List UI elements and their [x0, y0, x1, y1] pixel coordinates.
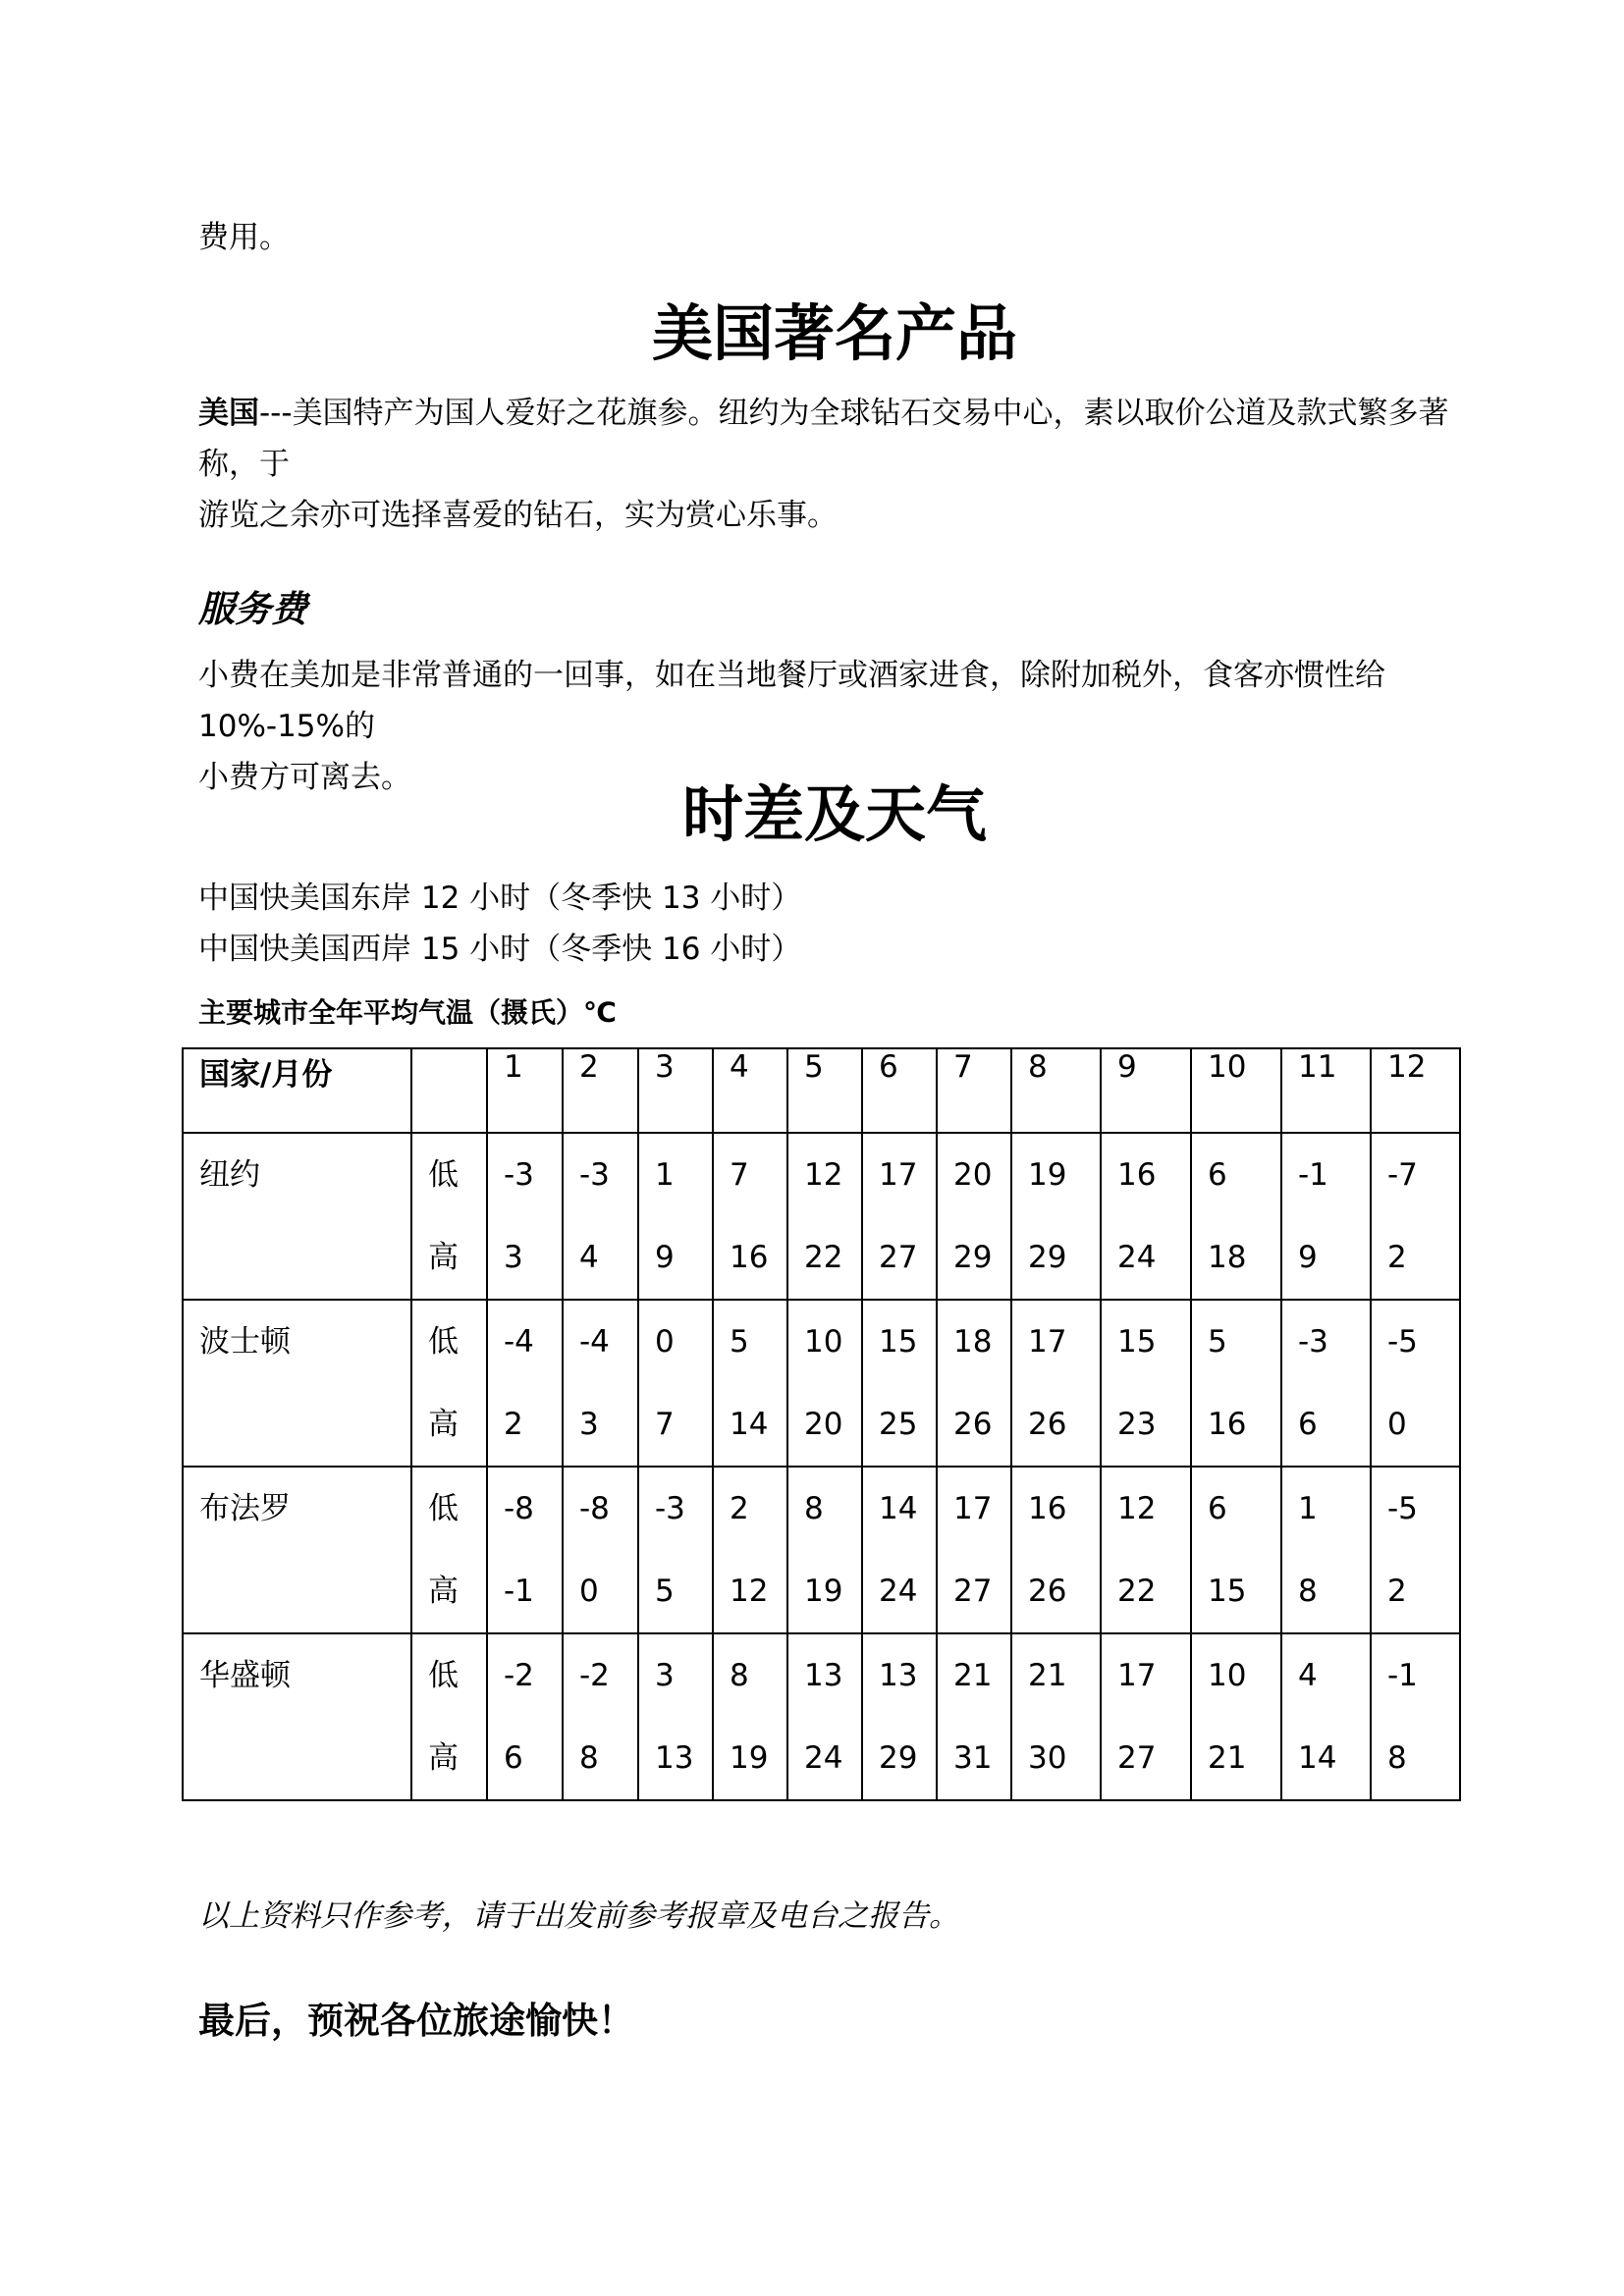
month-label: 6	[879, 1049, 898, 1085]
month-label: 3	[655, 1049, 675, 1085]
table-row	[183, 1133, 1460, 1300]
high-value: 6	[504, 1740, 523, 1776]
low-value: 7	[730, 1157, 749, 1193]
low-value: 5	[730, 1324, 749, 1360]
temperature-cell	[862, 1300, 937, 1467]
high-value: -1	[504, 1574, 534, 1609]
products-line-2: 游览之余亦可选择喜爱的钻石，实为赏心乐事。	[198, 498, 838, 533]
low-value: -4	[579, 1324, 610, 1360]
low-high-label-cell	[411, 1467, 487, 1633]
temperature-cell	[937, 1633, 1011, 1800]
city-name: 华盛顿	[199, 1658, 291, 1693]
products-label: 美国	[198, 396, 259, 431]
products-dashes: ---	[259, 396, 293, 431]
service-line-2: 小费方可离去。	[198, 760, 411, 795]
month-cell	[862, 1048, 937, 1133]
high-value: 26	[1028, 1574, 1067, 1609]
low-label: 低	[428, 1324, 459, 1360]
table-row	[183, 1300, 1460, 1467]
high-value: 5	[655, 1574, 675, 1609]
month-cell	[713, 1048, 787, 1133]
service-heading: 服务费	[198, 588, 307, 630]
high-value: 14	[730, 1407, 769, 1442]
time-diff-east: 中国快美国东岸 12 小时（冬季快 13 小时）	[198, 881, 802, 916]
high-value: 29	[1028, 1240, 1067, 1275]
city-cell	[183, 1300, 411, 1467]
low-value: 0	[655, 1324, 675, 1360]
month-cell	[563, 1048, 638, 1133]
table-header-row	[183, 1048, 1460, 1133]
temperature-cell	[487, 1467, 563, 1633]
low-label: 低	[428, 1658, 459, 1693]
high-value: 22	[804, 1240, 843, 1275]
high-value: 3	[579, 1407, 599, 1442]
high-value: 19	[730, 1740, 769, 1776]
high-value: 18	[1208, 1240, 1247, 1275]
low-high-label-cell	[411, 1133, 487, 1300]
high-value: 31	[953, 1740, 993, 1776]
temperature-cell	[787, 1467, 862, 1633]
low-value: 10	[804, 1324, 843, 1360]
high-value: 16	[730, 1240, 769, 1275]
table-row	[183, 1467, 1460, 1633]
temperature-cell	[563, 1633, 638, 1800]
temperature-cell	[1011, 1133, 1101, 1300]
low-value: -1	[1387, 1658, 1418, 1693]
disclaimer: 以上资料只作参考，请于出发前参考报章及电台之报告。	[198, 1898, 959, 1934]
month-cell	[937, 1048, 1011, 1133]
city-cell	[183, 1467, 411, 1633]
temperature-cell	[563, 1300, 638, 1467]
low-value: -8	[579, 1491, 610, 1526]
low-value: -8	[504, 1491, 534, 1526]
month-label: 10	[1208, 1049, 1247, 1085]
high-value: 2	[1387, 1240, 1407, 1275]
city-name: 纽约	[199, 1157, 260, 1193]
time-diff-west: 中国快美国西岸 15 小时（冬季快 16 小时）	[198, 932, 802, 967]
closing-message: 最后，预祝各位旅途愉快！	[198, 2000, 634, 2042]
low-value: 3	[655, 1658, 675, 1693]
high-value: 0	[579, 1574, 599, 1609]
high-value: 12	[730, 1574, 769, 1609]
low-label: 低	[428, 1491, 459, 1526]
low-value: 8	[804, 1491, 824, 1526]
high-label: 高	[428, 1740, 459, 1776]
temperature-cell	[638, 1633, 713, 1800]
high-value: 8	[1298, 1574, 1318, 1609]
temperature-cell	[487, 1300, 563, 1467]
high-value: 14	[1298, 1740, 1337, 1776]
high-value: 23	[1117, 1407, 1157, 1442]
high-value: 4	[579, 1240, 599, 1275]
low-value: 16	[1117, 1157, 1157, 1193]
low-value: 6	[1208, 1491, 1227, 1526]
city-name: 波士顿	[199, 1324, 291, 1360]
high-value: 22	[1117, 1574, 1157, 1609]
month-cell	[1371, 1048, 1460, 1133]
month-label: 2	[579, 1049, 599, 1085]
month-label: 7	[953, 1049, 973, 1085]
temperature-cell	[713, 1467, 787, 1633]
products-paragraph	[198, 388, 1475, 541]
header-label: 国家/月份	[199, 1057, 333, 1093]
high-value: 24	[879, 1574, 918, 1609]
month-label: 4	[730, 1049, 749, 1085]
high-value: 24	[804, 1740, 843, 1776]
high-value: 2	[504, 1407, 523, 1442]
temperature-cell	[1011, 1633, 1101, 1800]
high-value: 29	[953, 1240, 993, 1275]
low-value: 10	[1208, 1658, 1247, 1693]
low-value: 1	[1298, 1491, 1318, 1526]
table-row	[183, 1633, 1460, 1800]
high-value: 27	[953, 1574, 993, 1609]
low-value: 5	[1208, 1324, 1227, 1360]
high-value: 2	[1387, 1574, 1407, 1609]
temperature-cell	[862, 1133, 937, 1300]
high-value: 21	[1208, 1740, 1247, 1776]
month-cell	[487, 1048, 563, 1133]
month-cell	[1281, 1048, 1371, 1133]
products-text-1: 美国特产为国人爱好之花旗参。纽约为全球钻石交易中心，素以取价公道及款式繁多著称，于	[198, 396, 1449, 482]
low-value: -3	[655, 1491, 685, 1526]
low-value: 17	[1117, 1658, 1157, 1693]
temperature-cell	[937, 1300, 1011, 1467]
low-value: 14	[879, 1491, 918, 1526]
header-label-cell	[183, 1048, 411, 1133]
temperature-cell	[1281, 1133, 1371, 1300]
low-value: -3	[579, 1157, 610, 1193]
temperature-cell	[1371, 1467, 1460, 1633]
low-value: 12	[1117, 1491, 1157, 1526]
month-cell	[1191, 1048, 1281, 1133]
temperature-cell	[1281, 1467, 1371, 1633]
low-value: 21	[1028, 1658, 1067, 1693]
temperature-cell	[862, 1633, 937, 1800]
temperature-cell	[1101, 1133, 1191, 1300]
low-value: -2	[504, 1658, 534, 1693]
temperature-cell	[487, 1633, 563, 1800]
temperature-cell	[862, 1467, 937, 1633]
low-value: 18	[953, 1324, 993, 1360]
temperature-cell	[787, 1133, 862, 1300]
low-value: 21	[953, 1658, 993, 1693]
low-value: 1	[655, 1157, 675, 1193]
high-value: 13	[655, 1740, 694, 1776]
high-value: 19	[804, 1574, 843, 1609]
low-value: 15	[1117, 1324, 1157, 1360]
high-value: 26	[1028, 1407, 1067, 1442]
high-value: 3	[504, 1240, 523, 1275]
high-value: 8	[579, 1740, 599, 1776]
high-value: 9	[655, 1240, 675, 1275]
high-value: 15	[1208, 1574, 1247, 1609]
temperature-cell	[1011, 1300, 1101, 1467]
month-label: 1	[504, 1049, 523, 1085]
low-value: -1	[1298, 1157, 1328, 1193]
month-label: 5	[804, 1049, 824, 1085]
temperature-cell	[1281, 1633, 1371, 1800]
low-value: -2	[579, 1658, 610, 1693]
temperature-cell	[1191, 1633, 1281, 1800]
low-value: 16	[1028, 1491, 1067, 1526]
products-heading: 美国著名产品	[651, 297, 1017, 369]
low-value: -3	[1298, 1324, 1328, 1360]
low-value: -3	[504, 1157, 534, 1193]
low-value: 17	[1028, 1324, 1067, 1360]
high-value: 0	[1387, 1407, 1407, 1442]
high-value: 30	[1028, 1740, 1067, 1776]
month-label: 12	[1387, 1049, 1427, 1085]
temperature-cell	[563, 1467, 638, 1633]
time-weather-heading: 时差及天气	[681, 778, 987, 850]
low-value: -4	[504, 1324, 534, 1360]
high-value: 6	[1298, 1407, 1318, 1442]
low-value: 2	[730, 1491, 749, 1526]
low-value: 17	[879, 1157, 918, 1193]
low-value: 6	[1208, 1157, 1227, 1193]
city-cell	[183, 1633, 411, 1800]
temperature-cell	[1371, 1133, 1460, 1300]
temperature-cell	[638, 1467, 713, 1633]
low-value: 8	[730, 1658, 749, 1693]
temperature-table-title: 主要城市全年平均气温（摄氏）℃	[198, 996, 617, 1029]
city-cell	[183, 1133, 411, 1300]
temperature-cell	[787, 1300, 862, 1467]
temperature-cell	[638, 1133, 713, 1300]
low-label: 低	[428, 1157, 459, 1193]
month-label: 8	[1028, 1049, 1048, 1085]
temperature-cell	[713, 1133, 787, 1300]
high-label: 高	[428, 1407, 459, 1442]
temperature-cell	[1101, 1467, 1191, 1633]
low-value: -5	[1387, 1491, 1418, 1526]
low-value: 20	[953, 1157, 993, 1193]
high-value: 26	[953, 1407, 993, 1442]
temperature-cell	[937, 1133, 1011, 1300]
city-name: 布法罗	[199, 1491, 291, 1526]
temperature-cell	[1191, 1300, 1281, 1467]
intro-fragment: 费用。	[198, 220, 290, 255]
temperature-cell	[787, 1633, 862, 1800]
temperature-cell	[1281, 1300, 1371, 1467]
low-value: 13	[804, 1658, 843, 1693]
temperature-cell	[638, 1300, 713, 1467]
month-cell	[638, 1048, 713, 1133]
temperature-cell	[1191, 1133, 1281, 1300]
low-high-label-cell	[411, 1633, 487, 1800]
high-value: 24	[1117, 1240, 1157, 1275]
high-value: 8	[1387, 1740, 1407, 1776]
temperature-cell	[1191, 1467, 1281, 1633]
temperature-cell	[1101, 1300, 1191, 1467]
service-line-1: 小费在美加是非常普通的一回事，如在当地餐厅或酒家进食，除附加税外，食客亦惯性给 10%-15%的	[198, 658, 1385, 744]
temperature-cell	[487, 1133, 563, 1300]
temperature-cell	[1011, 1467, 1101, 1633]
high-value: 7	[655, 1407, 675, 1442]
time-diff-block	[198, 873, 1475, 975]
temperature-cell	[713, 1633, 787, 1800]
temperature-cell	[713, 1300, 787, 1467]
high-label: 高	[428, 1574, 459, 1609]
high-value: 16	[1208, 1407, 1247, 1442]
month-cell	[787, 1048, 862, 1133]
high-value: 9	[1298, 1240, 1318, 1275]
month-cell	[1011, 1048, 1101, 1133]
high-value: 20	[804, 1407, 843, 1442]
high-label: 高	[428, 1240, 459, 1275]
low-value: 12	[804, 1157, 843, 1193]
temperature-cell	[937, 1467, 1011, 1633]
temperature-cell	[1101, 1633, 1191, 1800]
month-label: 11	[1298, 1049, 1337, 1085]
low-value: 13	[879, 1658, 918, 1693]
low-value: 4	[1298, 1658, 1318, 1693]
temperature-cell	[1371, 1633, 1460, 1800]
temperature-cell	[563, 1133, 638, 1300]
products-line-1	[198, 388, 1475, 490]
high-value: 25	[879, 1407, 918, 1442]
high-value: 27	[879, 1240, 918, 1275]
low-value: 15	[879, 1324, 918, 1360]
high-value: 27	[1117, 1740, 1157, 1776]
high-value: 29	[879, 1740, 918, 1776]
low-value: -7	[1387, 1157, 1418, 1193]
month-label: 9	[1117, 1049, 1137, 1085]
low-value: 19	[1028, 1157, 1067, 1193]
temperature-table	[182, 1047, 1461, 1801]
month-cell	[1101, 1048, 1191, 1133]
low-value: 17	[953, 1491, 993, 1526]
low-value: -5	[1387, 1324, 1418, 1360]
header-empty-cell	[411, 1048, 487, 1133]
temperature-cell	[1371, 1300, 1460, 1467]
low-high-label-cell	[411, 1300, 487, 1467]
